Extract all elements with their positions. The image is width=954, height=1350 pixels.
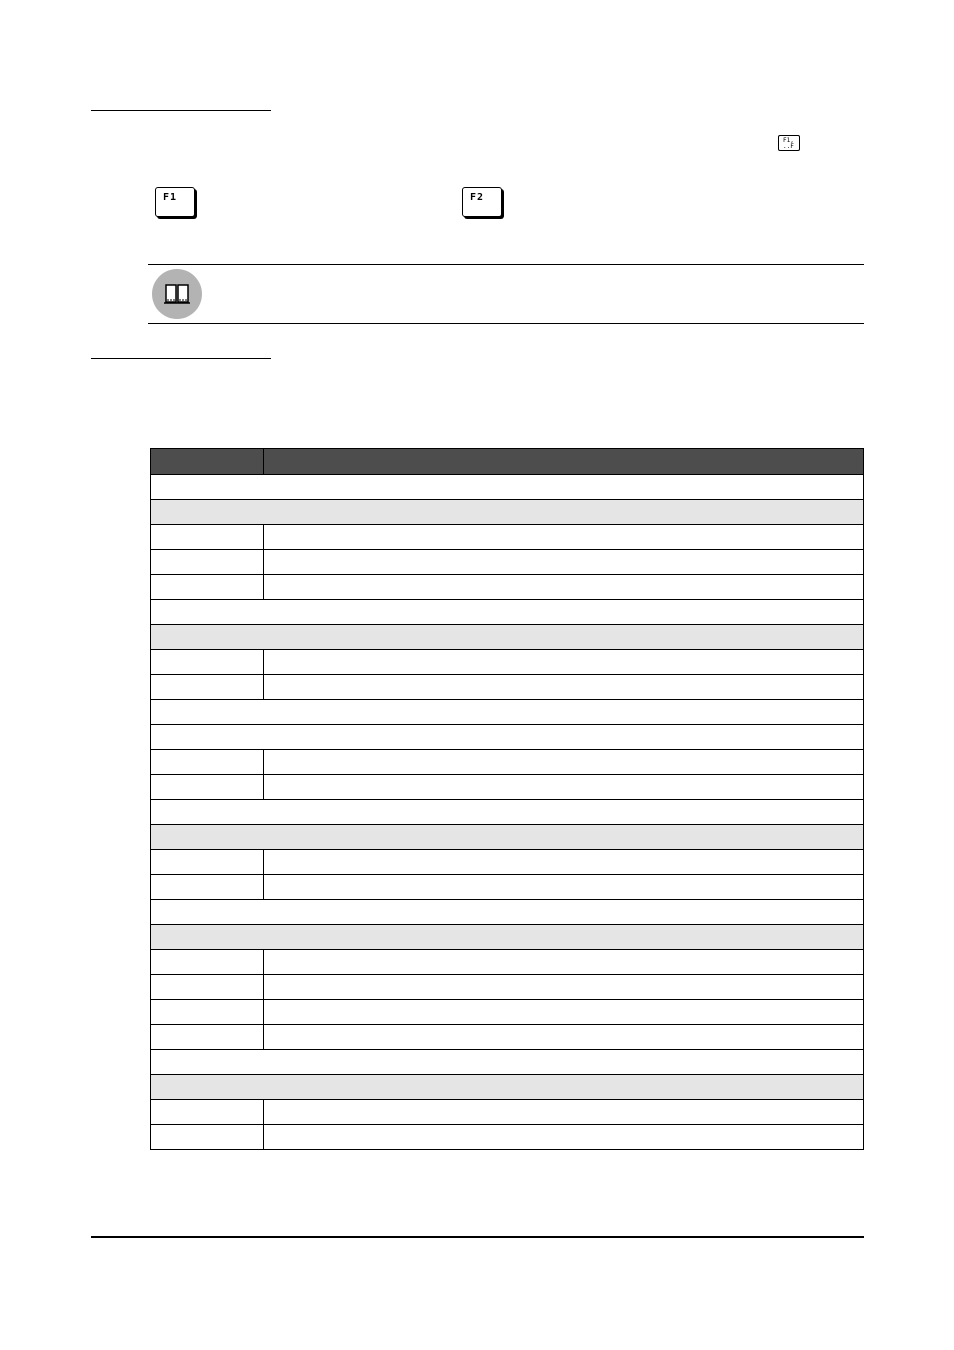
f2-key-label: F2 [470, 192, 485, 203]
table-cell-label [151, 675, 264, 700]
table-cell-label [151, 575, 264, 600]
table-row [151, 700, 864, 725]
table-row [151, 950, 864, 975]
table-cell-value [264, 675, 864, 700]
table-row [151, 625, 864, 650]
function-key-icon [778, 135, 800, 151]
table-cell-value [264, 875, 864, 900]
table-section-cell [151, 800, 864, 825]
small-key-top-text: F1, [783, 137, 794, 144]
table-cell-label [151, 1000, 264, 1025]
table-body [151, 475, 864, 1150]
table-section-cell [151, 725, 864, 750]
book-icon-glyph [152, 269, 202, 319]
table-cell-value [264, 850, 864, 875]
table-row [151, 800, 864, 825]
spec-table [150, 448, 864, 1150]
table-group-cell [151, 925, 864, 950]
table-row [151, 525, 864, 550]
table-section-cell [151, 1050, 864, 1075]
table-cell-label [151, 650, 264, 675]
table-cell-value [264, 950, 864, 975]
table-cell-value [264, 1000, 864, 1025]
table-row [151, 1075, 864, 1100]
note-bottom-rule [148, 323, 864, 324]
table-cell-label [151, 1125, 264, 1150]
book-icon [152, 269, 202, 319]
table-row [151, 975, 864, 1000]
note-top-rule [148, 264, 864, 265]
table-group-cell [151, 500, 864, 525]
f1-key-icon [155, 187, 195, 217]
table-group-cell [151, 625, 864, 650]
f2-key-icon [462, 187, 502, 217]
table-cell-label [151, 550, 264, 575]
table-row [151, 550, 864, 575]
table-cell-value [264, 525, 864, 550]
table-row [151, 600, 864, 625]
table-cell-value [264, 575, 864, 600]
table-section-cell [151, 900, 864, 925]
table-cell-value [264, 1025, 864, 1050]
table-cell-label [151, 750, 264, 775]
table-cell-label [151, 975, 264, 1000]
small-key-bottom-text: ..F [783, 143, 794, 150]
table-section-cell [151, 600, 864, 625]
table-section-cell [151, 475, 864, 500]
table-row [151, 900, 864, 925]
table-cell-label [151, 525, 264, 550]
table-cell-value [264, 550, 864, 575]
table-cell-label [151, 1100, 264, 1125]
table-row [151, 925, 864, 950]
table-row [151, 575, 864, 600]
table-cell-label [151, 850, 264, 875]
table-header-cell-1 [151, 449, 264, 475]
table-cell-label [151, 775, 264, 800]
table-row [151, 1025, 864, 1050]
footer-rule [91, 1236, 864, 1238]
f1-key-label: F1 [163, 192, 178, 203]
table-header-row [151, 449, 864, 475]
table-row [151, 675, 864, 700]
table-row [151, 825, 864, 850]
table-group-cell [151, 1075, 864, 1100]
table-cell-value [264, 1100, 864, 1125]
table-row [151, 1000, 864, 1025]
table-cell-value [264, 750, 864, 775]
table-cell-value [264, 1125, 864, 1150]
table-row [151, 850, 864, 875]
table-section-cell [151, 700, 864, 725]
table-row [151, 1125, 864, 1150]
table-row [151, 1050, 864, 1075]
table-group-cell [151, 825, 864, 850]
table-cell-label [151, 875, 264, 900]
table-row [151, 775, 864, 800]
section-heading-rule-1 [91, 110, 271, 111]
table-cell-label [151, 1025, 264, 1050]
table-cell-label [151, 950, 264, 975]
table-row [151, 1100, 864, 1125]
table-row [151, 725, 864, 750]
section-heading-rule-2 [91, 358, 271, 359]
table-row [151, 475, 864, 500]
table-header-cell-2 [264, 449, 864, 475]
table-row [151, 650, 864, 675]
table-cell-value [264, 650, 864, 675]
table-row [151, 750, 864, 775]
table-cell-value [264, 975, 864, 1000]
table-row [151, 875, 864, 900]
table-row [151, 500, 864, 525]
table-cell-value [264, 775, 864, 800]
